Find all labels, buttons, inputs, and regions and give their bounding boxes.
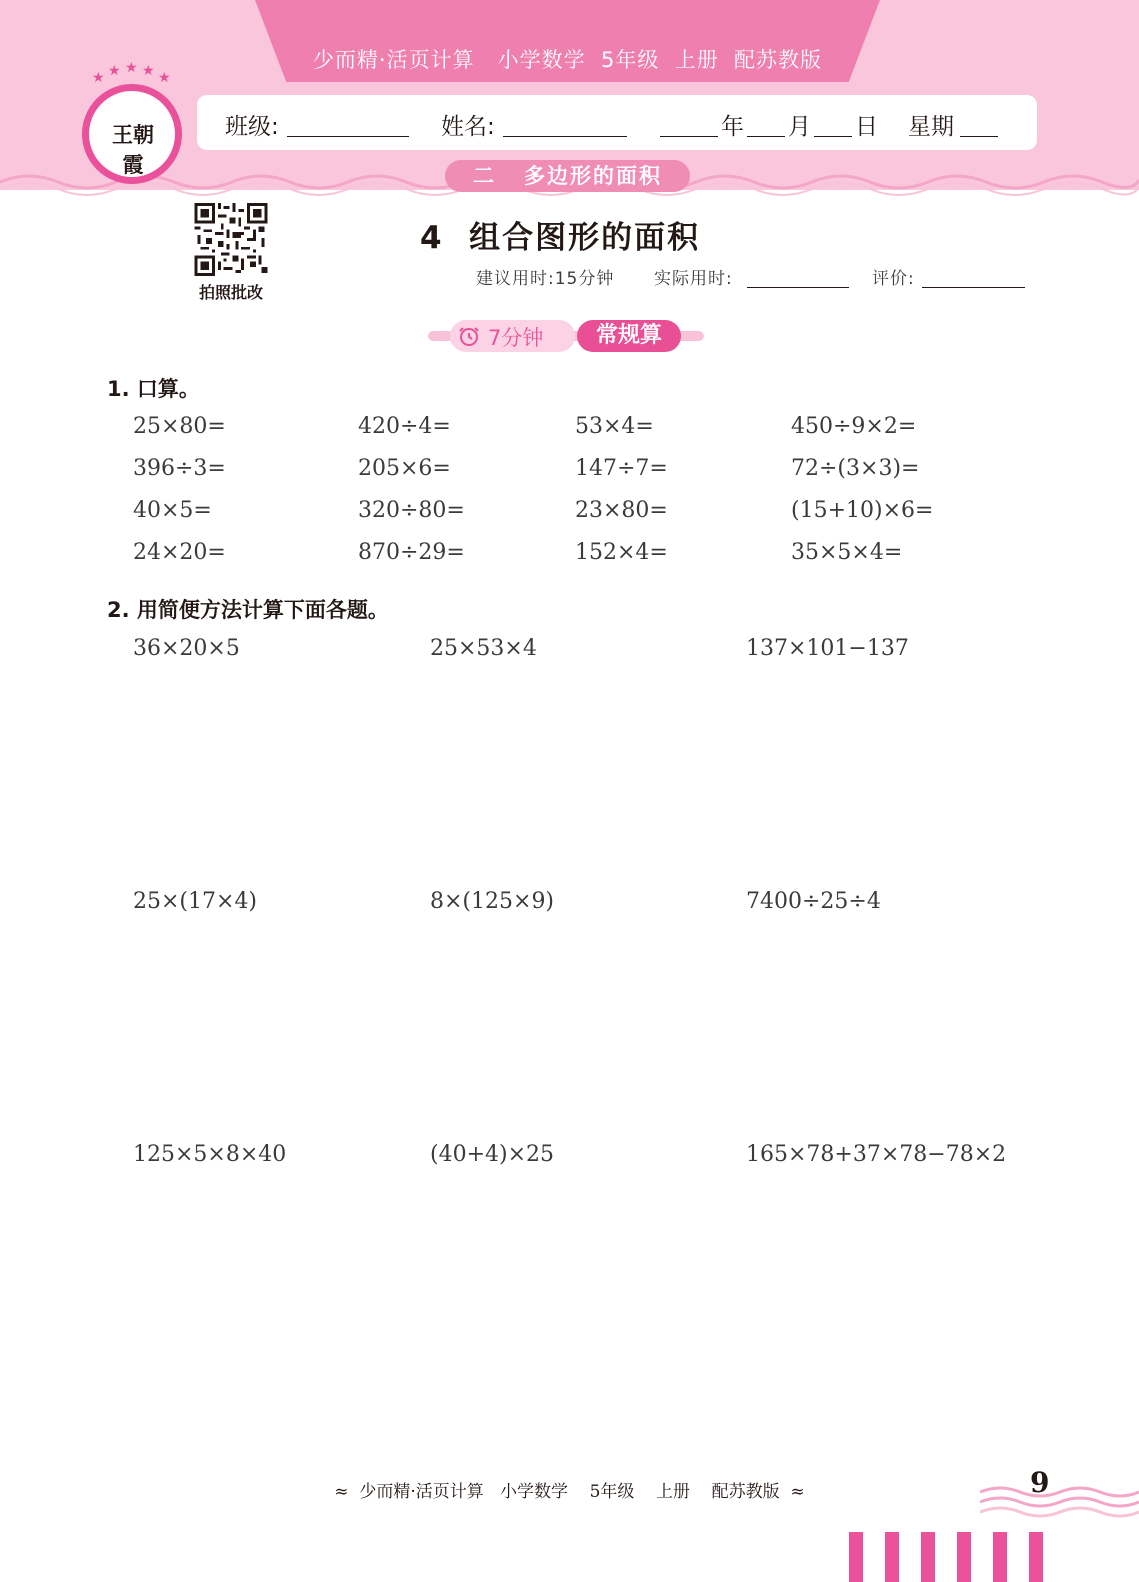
q2-item: 165×78+37×78−78×2: [746, 1142, 1007, 1167]
q2-item: 36×20×5: [133, 636, 240, 661]
star-icon: ★: [125, 60, 138, 76]
q2-item: 137×101−137: [746, 636, 909, 661]
q1-item: 396÷3=: [133, 456, 226, 481]
q1-item: 870÷29=: [358, 540, 465, 565]
decor-bar: [849, 1532, 863, 1582]
month-label: 月: [788, 114, 811, 140]
q1-item: 450÷9×2=: [791, 414, 917, 439]
year-label: 年: [721, 114, 744, 140]
q1-item: 25×80=: [133, 414, 226, 439]
q1-item: 147÷7=: [575, 456, 668, 481]
actual-time-field[interactable]: [747, 287, 849, 288]
class-label: 班级:: [225, 114, 279, 140]
actual-time-label: 实际用时:: [654, 269, 733, 289]
evaluation-field[interactable]: [922, 287, 1025, 288]
footer-text: ≈ 少而精·活页计算 小学数学 5年级 上册 配苏教版 ≈: [334, 1482, 805, 1502]
q1-item: (15+10)×6=: [791, 498, 934, 523]
page-number: 9: [1030, 1466, 1050, 1499]
star-icon: ★: [92, 70, 105, 86]
decor-bar: [993, 1532, 1007, 1582]
qr-code-icon[interactable]: [193, 203, 269, 276]
q2-item: 25×(17×4): [133, 889, 258, 914]
star-icon: ★: [158, 70, 171, 86]
weekday-label: 星期: [908, 114, 954, 140]
question-1-title: 1. 口算。: [107, 377, 200, 401]
class-field[interactable]: [287, 110, 409, 137]
decor-bar: [921, 1532, 935, 1582]
year-field[interactable]: [660, 110, 718, 137]
q1-item: 40×5=: [133, 498, 212, 523]
q2-item: 7400÷25÷4: [746, 889, 881, 914]
star-icon: ★: [108, 63, 121, 79]
section-title: 二 多边形的面积: [445, 160, 690, 192]
q2-item: 125×5×8×40: [133, 1142, 287, 1167]
q1-item: 72÷(3×3)=: [791, 456, 920, 481]
q1-item: 24×20=: [133, 540, 226, 565]
lesson-title: 4 组合图形的面积: [420, 220, 701, 256]
footer-waves: [980, 1484, 1139, 1524]
badge-type: 常规算: [577, 320, 681, 352]
decor-bar: [957, 1532, 971, 1582]
alarm-clock-icon: [458, 325, 480, 347]
day-label: 日: [855, 114, 878, 140]
star-icon: ★: [142, 63, 155, 79]
decor-bar: [1029, 1532, 1043, 1582]
q2-item: 8×(125×9): [430, 889, 555, 914]
suggested-time: 建议用时:15分钟: [476, 269, 615, 289]
qr-label: 拍照批改: [198, 283, 263, 302]
question-2-title: 2. 用简便方法计算下面各题。: [107, 598, 389, 622]
brand-logo: [82, 84, 182, 184]
q1-item: 35×5×4=: [791, 540, 903, 565]
q1-item: 320÷80=: [358, 498, 465, 523]
q1-item: 152×4=: [575, 540, 668, 565]
name-field[interactable]: [503, 110, 627, 137]
decor-bar: [885, 1532, 899, 1582]
q2-item: (40+4)×25: [430, 1142, 555, 1167]
weekday-field[interactable]: [960, 110, 998, 137]
q1-item: 205×6=: [358, 456, 451, 481]
month-field[interactable]: [747, 110, 785, 137]
series-title: 少而精·活页计算 小学数学 5年级 上册 配苏教版: [312, 48, 823, 72]
q1-item: 23×80=: [575, 498, 668, 523]
q2-item: 25×53×4: [430, 636, 537, 661]
badge-minutes: 7分钟: [488, 326, 544, 350]
name-label: 姓名:: [441, 114, 495, 140]
logo-text: 王朝霞: [112, 122, 154, 177]
q1-item: 53×4=: [575, 414, 654, 439]
evaluation-label: 评价:: [872, 269, 915, 289]
day-field[interactable]: [814, 110, 852, 137]
q1-item: 420÷4=: [358, 414, 451, 439]
